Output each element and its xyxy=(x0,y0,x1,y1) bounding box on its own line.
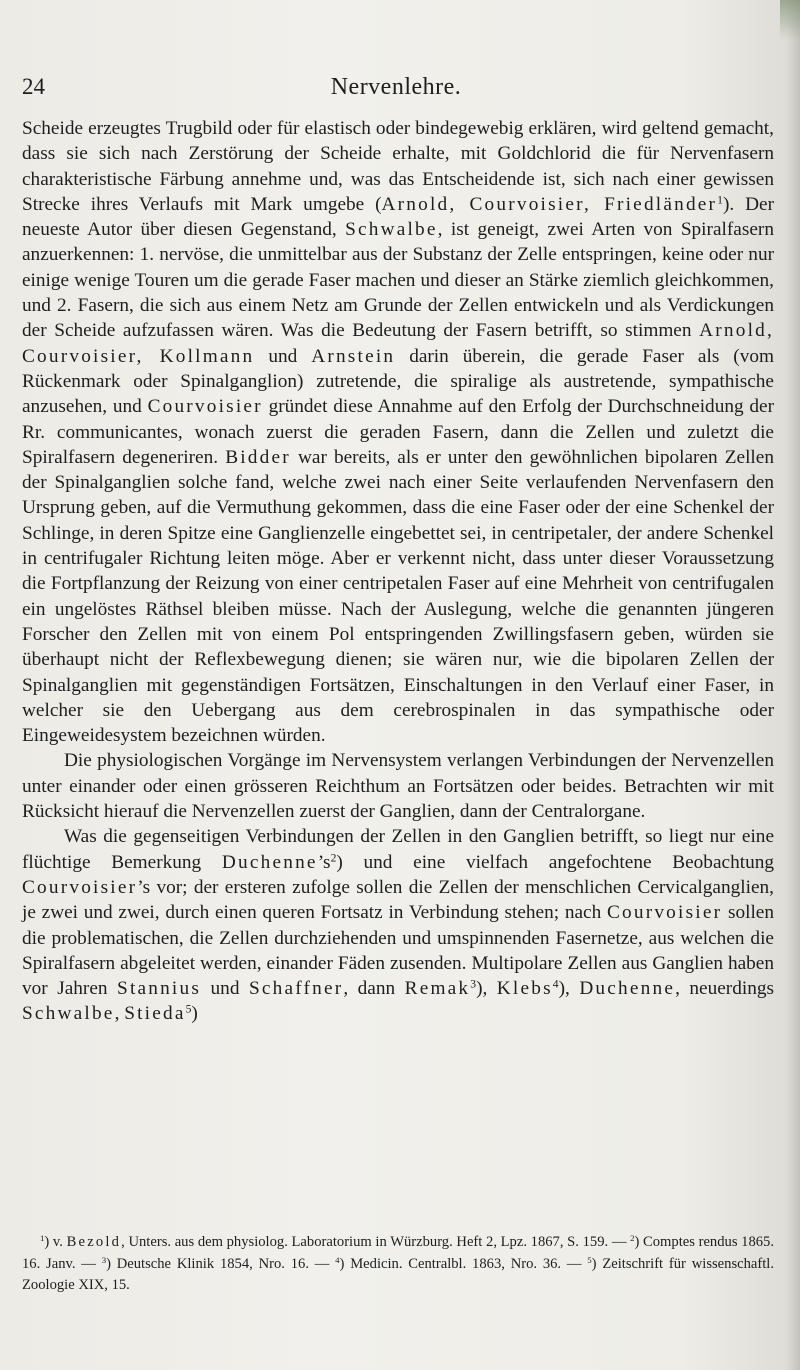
author-names: Arnold, Courvoisier, Friedländer xyxy=(381,193,718,215)
page-header xyxy=(22,74,770,110)
page-edge-shadow xyxy=(786,0,800,1370)
footnote-block: $^1$) v. Bezold, Unters. aus dem physiolog. Laboratorium in Würzburg. Heft 2, Lpz. 1867, S. 159. — $^2$) Comptes rendus 1865. 16. Janv. — $^3$) Deutsche Klinik 1854, Nro. 16. — $^4$) Medicin. Centralbl. 1863, Nro. 36. — $^5$) Zeitschrift für wissenschaftl. Zoologie XIX, 15. xyxy=(22,1233,775,1293)
author-name: Duchenne xyxy=(221,851,318,873)
footnote-ref-5: 5 xyxy=(185,1003,192,1017)
page-number: 24 xyxy=(22,74,45,99)
author-name: Schaffner xyxy=(248,978,344,1000)
running-head: Nervenlehre. xyxy=(330,74,462,100)
author-name: Courvoisier xyxy=(22,876,138,898)
author-name: Remak xyxy=(404,978,471,1000)
author-name: Schwalbe xyxy=(22,1003,115,1025)
author-name: Stannius xyxy=(117,978,202,1000)
footnotes xyxy=(22,1232,774,1297)
author-name: Klebs xyxy=(496,978,553,1000)
footnote-ref-1: 1 xyxy=(717,193,723,207)
footnote-ref-4: 4 xyxy=(552,977,559,991)
author-name: Schwalbe xyxy=(345,219,438,241)
author-name: Courvoisier xyxy=(606,902,723,924)
footnote-ref-3: 3 xyxy=(470,977,477,991)
author-name: Stieda xyxy=(124,1003,186,1025)
paragraph-1: Scheide erzeugtes Trugbild oder für elastisch oder bindegewebig erklären, wird geltend gemacht, dass sie sich nach Zerstörung der Scheide erhalte, mit Goldchlorid die für Nervenfasern charakteristische Färbung annehme und, was das Entscheidende ist, sich nach einer gewissen Strecke ihres Verlaufs mit Mark umgebe (Arnold, Courvoisier, Friedländer$^1$). Der neueste Autor über diesen Gegenstand, Schwalbe, ist geneigt, zwei Arten von Spiralfasern anzuerkennen: 1. nervöse, die unmittelbar aus der Substanz der Zelle entspringen, keine oder nur einige wenige Touren um die gerade Faser machen und dieser an Stärke ziemlich gleichkommen, und 2. Fasern, die sich aus einem Netz am Grunde der Zellen entwickeln und als Verdickungen der Scheide aufzufassen wären. Was die Bedeutung der Fasern betrifft, so stimmen Arnold, Courvoisier, Kollmann und Arnstein darin überein, die gerade Faser als (vom Rückenmark oder Spinalganglion) zutretende, die spiralige als austretende, sympathische anzusehen, und Courvoisier gründet diese Annahme auf den Erfolg der Durchschneidung der Rr. communicantes, wonach zuerst die geraden Fasern, dann die Zellen und zuletzt die Spiralfasern degeneriren. Bidder war bereits, als er unter den gewöhnlichen bipolaren Zellen der Spinalganglien solche fand, welche zwei nach einer Seite verlaufenden Nervenfasern den Ursprung geben, auf die Vermuthung gekommen, dass die eine Faser oder der eine Schenkel der Schlinge, in deren Spitze eine Ganglienzelle eingebettet sei, in centripetaler, der andere Schenkel in centrifugaler Richtung leiten möge. Aber er verkennt nicht, dass unter dieser Voraussetzung die Fortpflanzung der Reizung von einer centripetalen Faser auf eine Mehrheit von centrifugalen ein ungelöstes Räthsel bleiben müsse. Nach der Auslegung, welche die genannten jüngeren Forscher den Zellen mit von einem Pol entspringenden Zwillingsfasern geben, würden sie überhaupt nicht der Reflexbewegung dienen; sie wären nur, wie die bipolaren Zellen der Spinalganglien mit gegenständigen Fortsätzen, Einschaltungen in den Verlauf einer Faser, in welcher sie den Uebergang aus dem cerebrospinalen in das sympathische oder Eingeweidesystem bezeichnen würden. xyxy=(22,118,775,747)
author-name: Courvoisier xyxy=(147,396,263,418)
author-name: Bezold xyxy=(66,1234,122,1250)
footnote-ref-2: 2 xyxy=(330,851,337,865)
paragraph-3: Was die gegenseitigen Verbindungen der Zellen in den Ganglien betrifft, so liegt nur eine flüchtige Bemerkung $Duchenne’s^2$) und eine vielfach angefochtene Beobachtung Courvoisier’s vor; der ersteren zufolge sollen die Zellen der menschlichen Cervicalganglien, je zwei und zwei, durch einen queren Fortsatz in Verbindung stehen; nach Courvoisier sollen die problematischen, die Zellen durchziehenden und umspinnenden Fasernetze, aus welchen die Spiralfasern abgeleitet werden, einander Fäden zusenden. Multipolare Zellen aus Ganglien haben vor Jahren Stannius und Schaffner, dann Remak$^3$), Klebs$^4$), Duchenne, neuerdings Schwalbe, Stieda$^5$) xyxy=(22,826,774,1025)
main-text xyxy=(22,116,774,1027)
paragraph-2: Die physiologischen Vorgänge im Nervensystem verlangen Verbindungen der Nervenzellen unter einander oder einen grösseren Reichthum an Fortsätzen oder beides. Betrachten wir mit Rücksicht hierauf die Nervenzellen zuerst der Ganglien, dann der Centralorgane. xyxy=(22,750,774,823)
author-names: Arnold, Courvoisier, Kollmann xyxy=(22,320,774,367)
author-name: Bidder xyxy=(225,446,291,468)
author-name: Duchenne xyxy=(579,978,676,1000)
author-name: Arnstein xyxy=(311,345,396,367)
